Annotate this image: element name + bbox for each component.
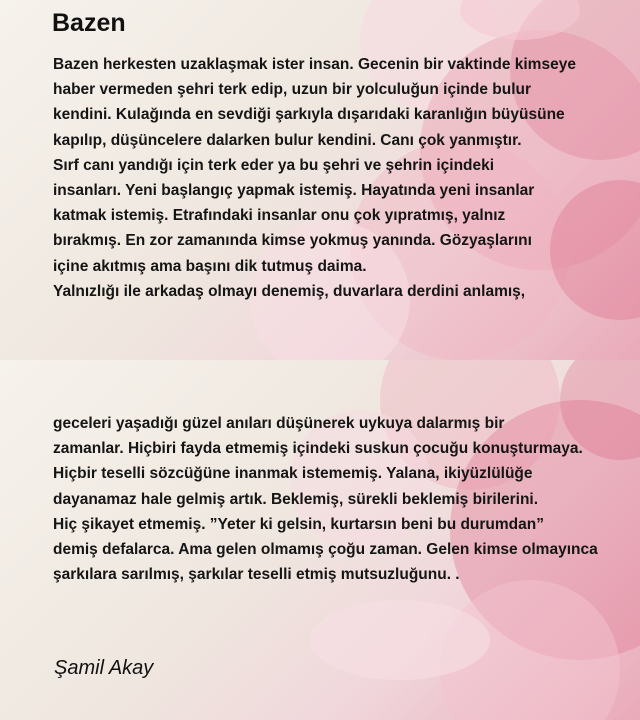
poem-title: Bazen (52, 9, 126, 37)
poem-line: haber vermeden şehri terk edip, uzun bir yolculuğun içinde bulur (53, 81, 532, 99)
poem-text-top (53, 52, 576, 304)
poem-line: dayanamaz hale gelmiş artık. Beklemiş, sürekli beklemiş birilerini. (53, 490, 539, 508)
poem-line: demiş defalarca. Ama gelen olmamış çoğu zaman. Gelen kimse olmayınca (53, 541, 598, 559)
poem-line: katmak istemiş. Etrafındaki insanlar onu çok yıpratmış, yalnız (53, 207, 506, 225)
poem-line: Hiçbir teselli sözcüğüne inanmak istememiş. Yalana, ikiyüzlülüğe (53, 465, 533, 483)
poem-line: Sırf canı yandığı için terk eder ya bu şehri ve şehrin içindeki (53, 156, 495, 174)
poem-line: bırakmış. En zor zamanında kimse yokmuş yanında. Gözyaşlarını (53, 232, 532, 250)
poem-line: geceleri yaşadığı güzel anıları düşünerek uykuya dalarmış bir (53, 415, 505, 432)
poem-line: Hiç şikayet etmemiş. ”Yeter ki gelsin, kurtarsın beni bu durumdan” (53, 515, 544, 533)
poem-panel-bottom (0, 360, 640, 720)
poem-line: kapılıp, düşüncelere dalarken bulur kendini. Canı çok yanmıştır. (53, 131, 522, 149)
poem-line: Yalnızlığı ile arkadaş olmayı denemiş, duvarlara derdini anlamış, (53, 282, 526, 300)
poem-line: Bazen herkesten uzaklaşmak ister insan. Gecenin bir vaktinde kimseye (53, 56, 576, 73)
poem-line: zamanlar. Hiçbiri fayda etmemiş içindeki suskun çocuğu konuşturmaya. (53, 440, 583, 458)
poem-line: şarkılara sarılmış, şarkılar teselli etmiş mutsuzluğunu. . (53, 566, 460, 584)
poem-line: içine akıtmış ama başını dik tutmuş daima. (53, 257, 367, 275)
poem-text-bottom (53, 411, 598, 587)
poem-author: Şamil Akay (54, 657, 154, 679)
poem-line: insanları. Yeni başlangıç yapmak istemiş. Hayatında yeni insanlar (53, 182, 535, 200)
poem-line: kendini. Kulağında en sevdiği şarkıyla dışarıdaki karanlığın büyüsüne (53, 106, 565, 124)
